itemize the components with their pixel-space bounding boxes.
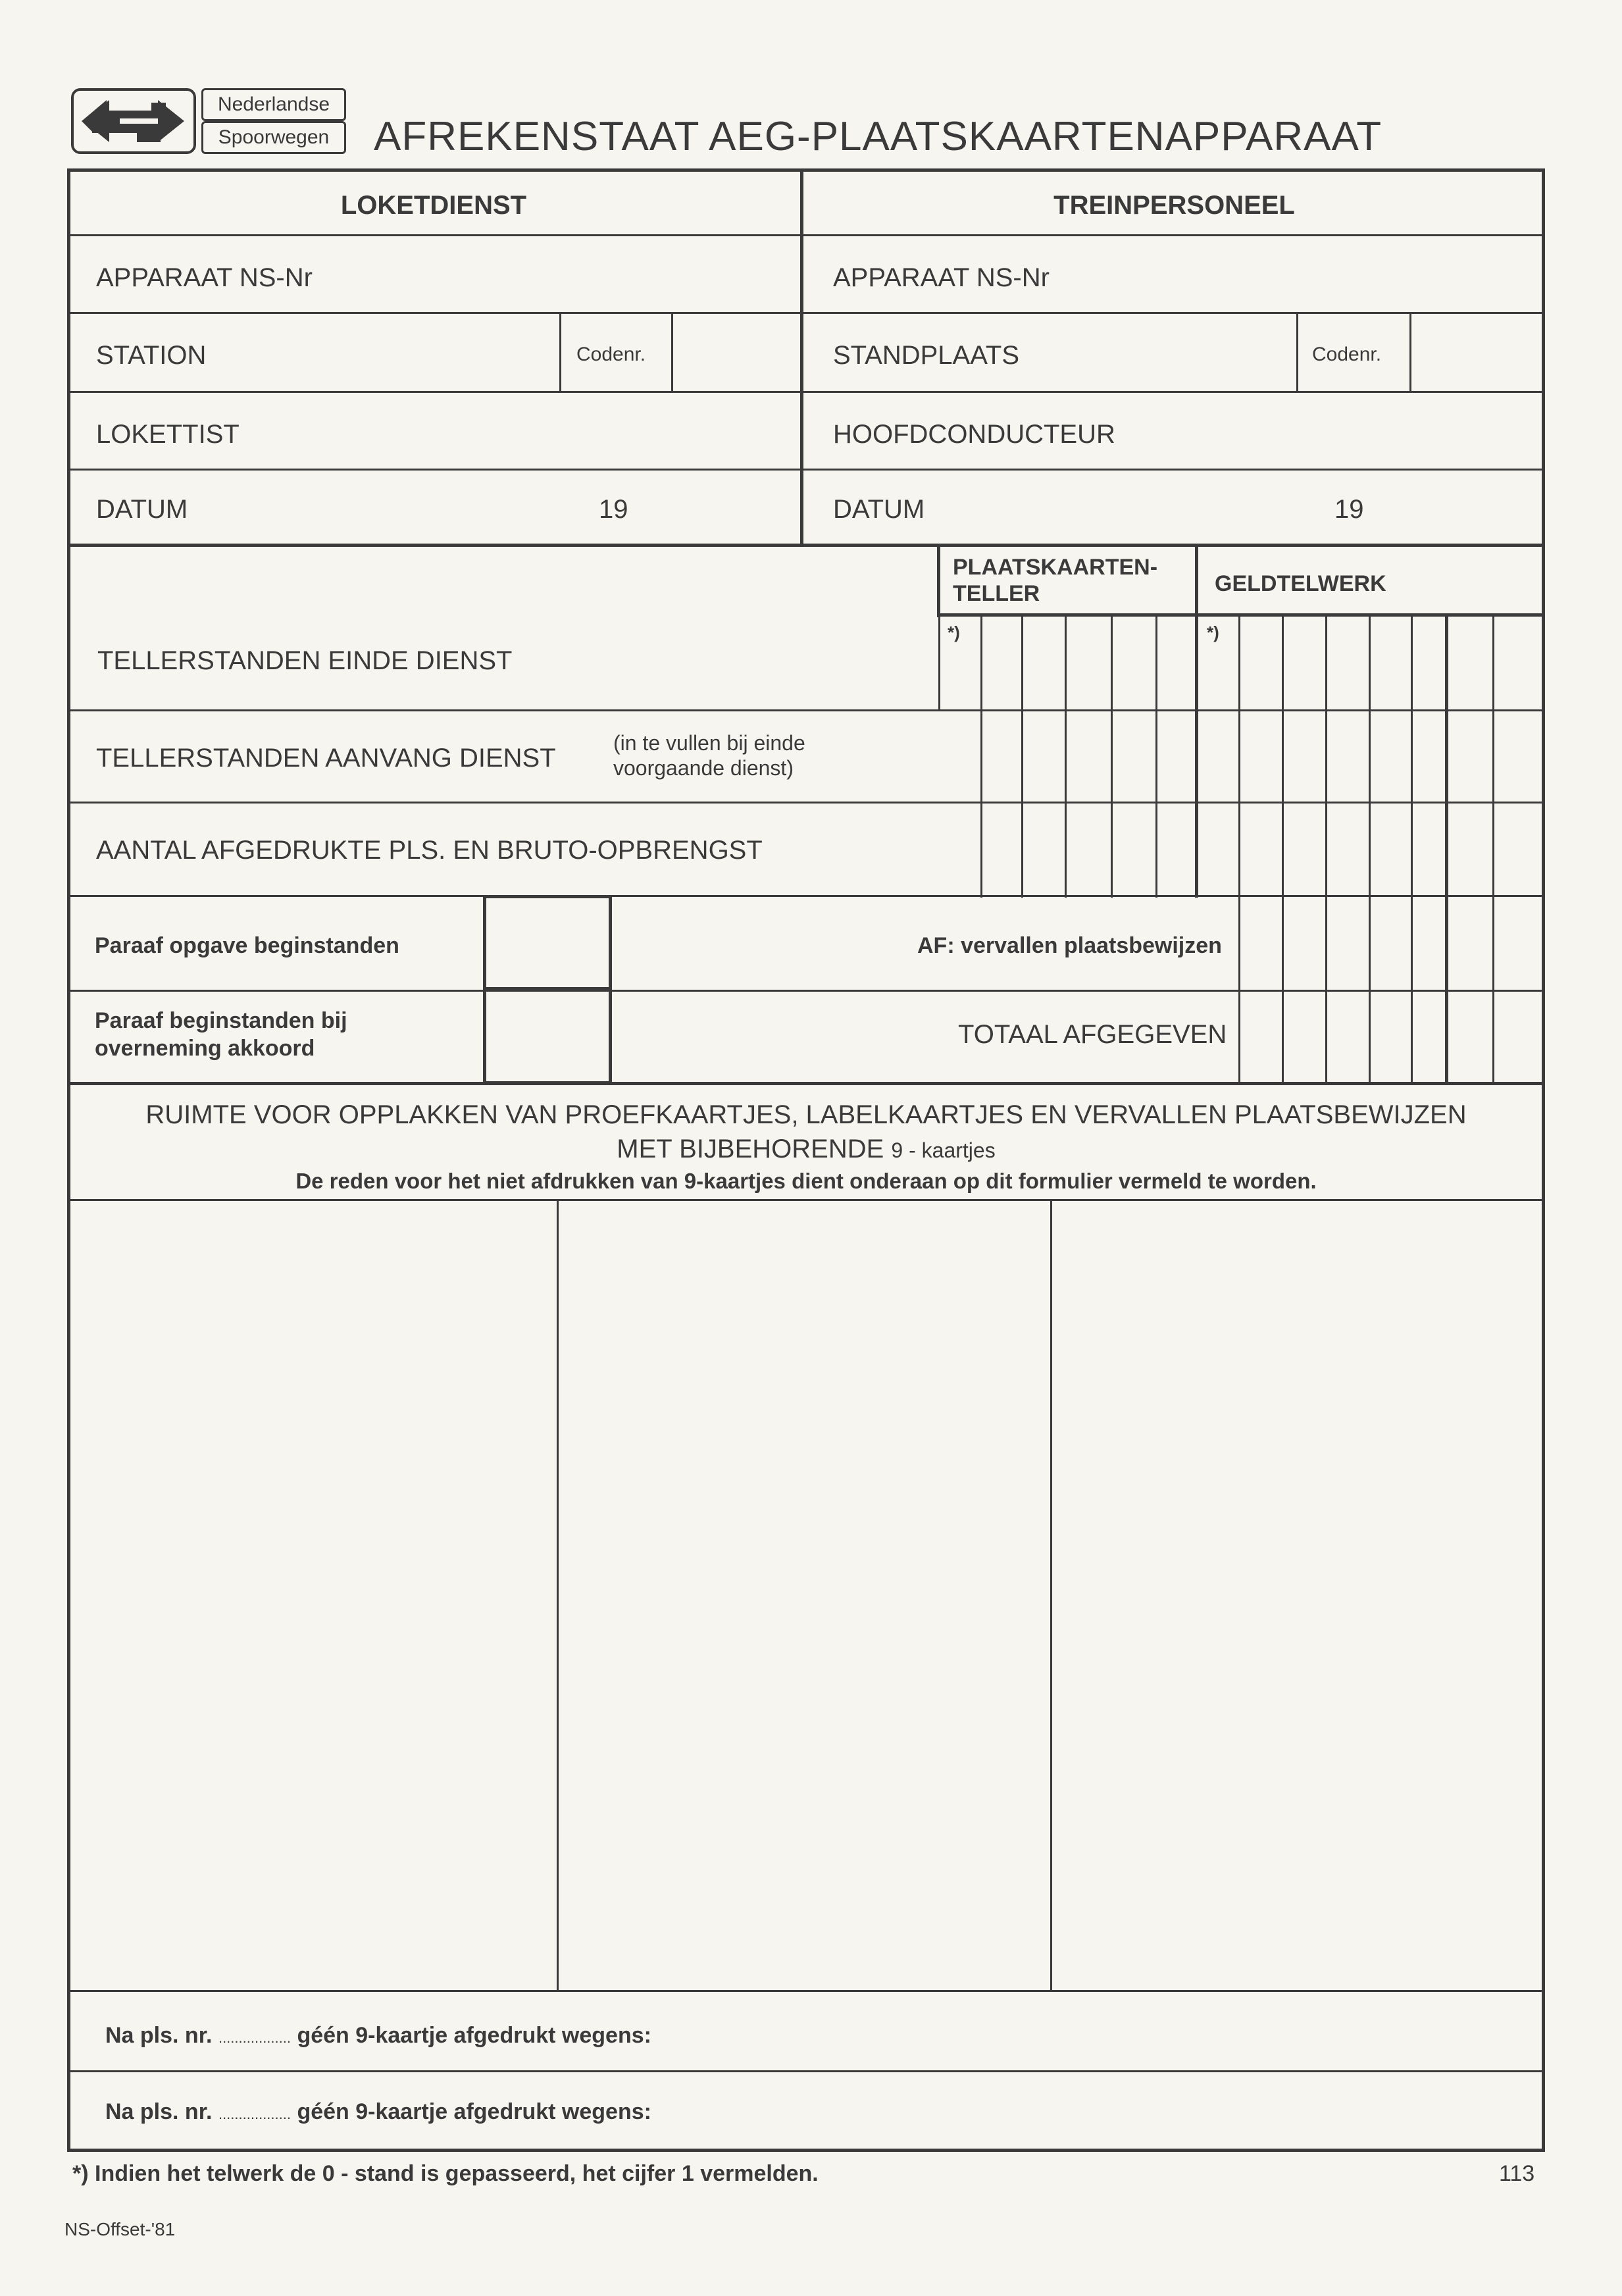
paraaf-overneming-label: Paraaf beginstanden bij overneming akkoord xyxy=(95,1008,347,1061)
left-datum-label: DATUM xyxy=(96,495,188,524)
left-codenr-label: Codenr. xyxy=(576,344,646,365)
ns-logo-icon xyxy=(71,88,196,154)
na-pls-row-1[interactable]: Na pls. nr. .................. géén 9-kaartje afgedrukt wegens: xyxy=(105,2023,651,2048)
footnote: *) Indien het telwerk de 0 - stand is gepasseerd, het cijfer 1 vermelden. xyxy=(72,2161,819,2186)
aanvang-note: (in te vullen bij einde voorgaande dienst) xyxy=(613,731,805,780)
treinpersoneel-header: TREINPERSONEEL xyxy=(1053,191,1295,220)
paraaf-beginstanden-box[interactable] xyxy=(483,895,612,991)
imprint: NS-Offset-'81 xyxy=(64,2219,176,2239)
page-number: 113 xyxy=(1499,2161,1535,2186)
ruimte-subheading: MET BIJBEHORENDE 9 - kaartjes xyxy=(617,1135,996,1163)
tellerstanden-aanvang-label: TELLERSTANDEN AANVANG DIENST xyxy=(96,744,556,773)
paraaf-opgave-label: Paraaf opgave beginstanden xyxy=(95,933,399,958)
tellerstanden-einde-label: TELLERSTANDEN EINDE DIENST xyxy=(97,646,513,675)
ruimte-note: De reden voor het niet afdrukken van 9-kaartjes dient onderaan op dit formulier vermeld te worden. xyxy=(295,1169,1317,1193)
af-vervallen-label: AF: vervallen plaatsbewijzen xyxy=(917,933,1222,958)
geldtelwerk-star: *) xyxy=(1207,623,1219,642)
right-apparaat-label: APPARAAT NS-Nr xyxy=(833,263,1050,292)
aantal-afgedrukte-label: AANTAL AFGEDRUKTE PLS. EN BRUTO-OPBRENGST xyxy=(96,836,763,865)
plaatskaarten-star: *) xyxy=(948,623,960,642)
standplaats-label: STANDPLAATS xyxy=(833,341,1020,370)
paste-area-1[interactable] xyxy=(70,1201,557,1991)
station-label: STATION xyxy=(96,341,207,370)
totaal-afgegeven-label: TOTAAL AFGEGEVEN xyxy=(958,1020,1227,1049)
right-datum-label: DATUM xyxy=(833,495,925,524)
left-apparaat-label: APPARAAT NS-Nr xyxy=(96,263,313,292)
hoofdconducteur-label: HOOFDCONDUCTEUR xyxy=(833,420,1115,449)
ruimte-heading: RUIMTE VOOR OPPLAKKEN VAN PROEFKAARTJES, LABELKAARTJES EN VERVALLEN PLAATSBEWIJZEN xyxy=(145,1100,1467,1129)
na-pls-row-2[interactable]: Na pls. nr. .................. géén 9-kaartje afgedrukt wegens: xyxy=(105,2099,651,2124)
loketdienst-header: LOKETDIENST xyxy=(340,191,527,220)
paraaf-overneming-box[interactable] xyxy=(483,987,612,1084)
left-year: 19 xyxy=(599,495,628,524)
ns-logo xyxy=(71,88,346,154)
page-title: AFREKENSTAAT AEG-PLAATSKAARTENAPPARAAT xyxy=(374,114,1382,159)
paste-area-3[interactable] xyxy=(1052,1201,1542,1991)
lokettist-label: LOKETTIST xyxy=(96,420,240,449)
geldtelwerk-header: GELDTELWERK xyxy=(1215,571,1386,596)
right-codenr-label: Codenr. xyxy=(1312,344,1382,365)
right-year: 19 xyxy=(1334,495,1364,524)
paste-area-2[interactable] xyxy=(559,1201,1050,1991)
logo-text-spoorwegen: Spoorwegen xyxy=(201,121,346,154)
logo-text-nederlandse: Nederlandse xyxy=(201,88,346,121)
plaatskaartenteller-header: PLAATSKAARTEN- TELLER xyxy=(953,555,1158,606)
